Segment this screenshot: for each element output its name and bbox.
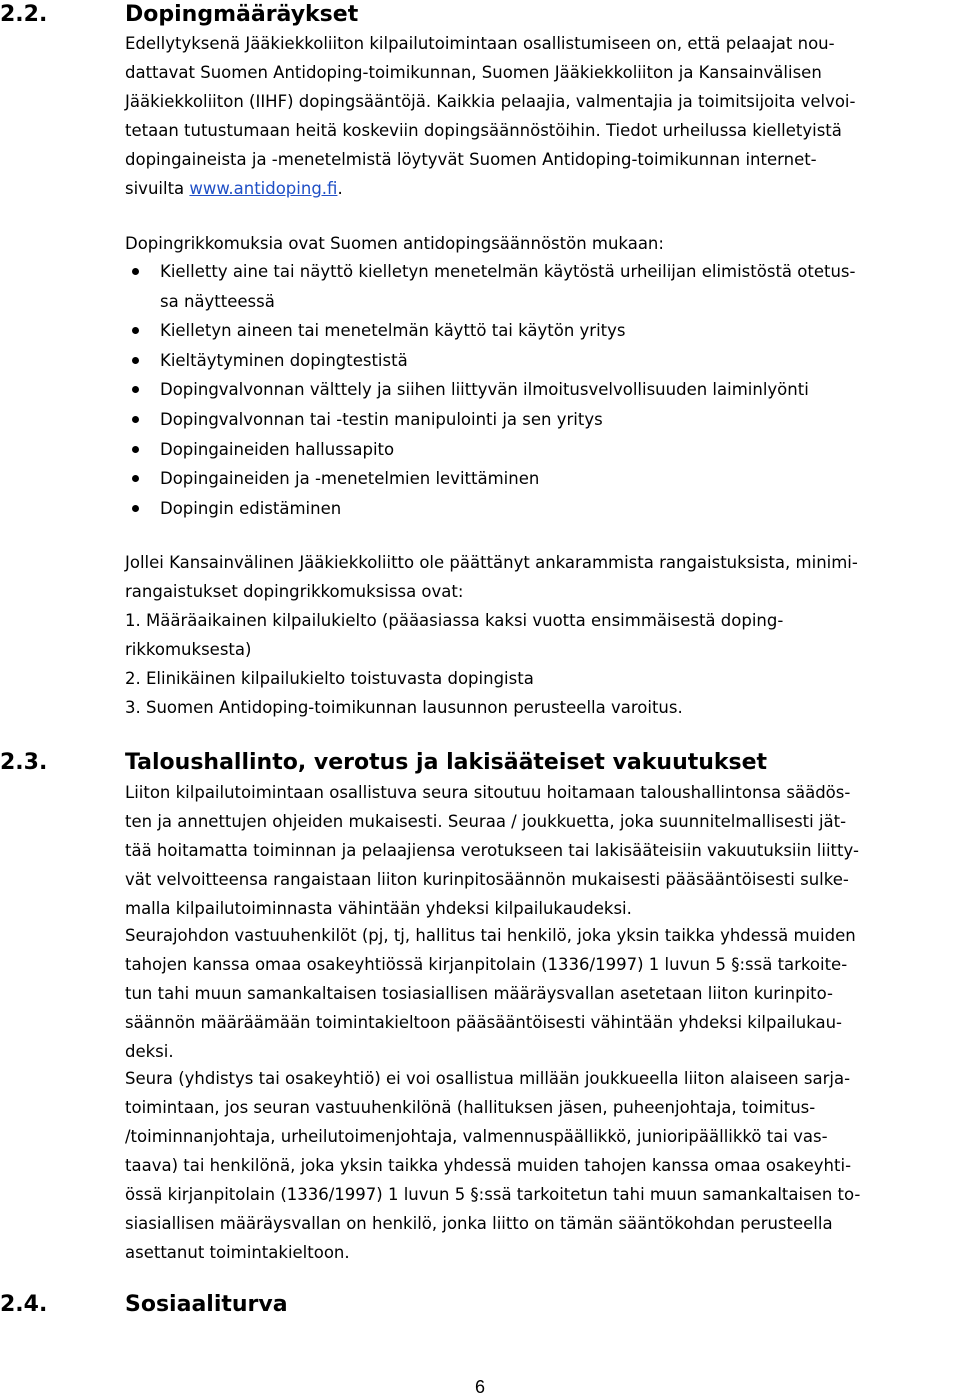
text-line: [125, 87, 955, 116]
text-line: [125, 174, 955, 203]
section-title: Sosiaaliturva: [125, 1292, 288, 1317]
text-line: malla kilpailutoiminnasta vähintään yhdeksi kilpailukaudeksi.: [125, 899, 632, 918]
text-line: Seura (yhdistys tai osakeyhtiö) ei voi osallistua millään joukkueella liiton alaiseen sarja-: [125, 1069, 851, 1088]
text-line: Jollei Kansainvälinen Jääkiekkoliitto ole päättänyt ankarammista rangaistuksista, minimi-: [125, 553, 858, 572]
text-line: siasiallisen määräysvallan on henkilö, jonka liitto on tämän sääntökohdan perusteella: [125, 1214, 833, 1233]
section-heading-2-3: [0, 748, 767, 778]
section-number: 2.4.: [0, 1292, 48, 1317]
section-number: 2.2.: [0, 2, 48, 27]
text-line: Seurajohdon vastuuhenkilöt (pj, tj, hallitus tai henkilö, joka yksin taikka yhdessä muiden: [125, 926, 856, 945]
section-heading-2-2: [0, 0, 358, 30]
text-line: asettanut toimintakieltoon.: [125, 1243, 350, 1262]
list-item: [125, 346, 955, 376]
list-item-line: Dopingaineiden hallussapito: [160, 439, 395, 459]
list-item: [125, 435, 955, 465]
text-line: dopingaineista ja -menetelmistä löytyvät Suomen Antidoping-toimikunnan internet-: [125, 150, 817, 169]
list-item-line: Dopingvalvonnan välttely ja siihen liittyvän ilmoitusvelvollisuuden laiminlyönti: [160, 380, 809, 400]
list-item-line: Kielletyn aineen tai menetelmän käyttö tai käytön yritys: [160, 321, 626, 341]
text-line-part: sivuilta: [125, 179, 190, 198]
list-item: [125, 257, 955, 316]
doping-rules-paragraph: [125, 29, 955, 203]
text-line: taava) tai henkilönä, joka yksin taikka yhdessä muiden tahojen kanssa omaa osakeyhti-: [125, 1156, 852, 1175]
text-line-part: tetaan tutustumaan heitä koskeviin dopingsäännöstöihin.: [125, 121, 601, 140]
text-line: 1. Määräaikainen kilpailukielto (pääasiassa kaksi vuotta ensimmäisestä doping-: [125, 611, 784, 630]
section-heading-2-4: [0, 1290, 288, 1320]
list-item-line: sa näytteessä: [160, 291, 275, 311]
text-line: säännön määräämään toimintakieltoon pääsääntöisesti vähintään yhdeksi kilpailukau-: [125, 1013, 842, 1032]
text-line-part: Tiedot urheilussa kielletyistä: [600, 121, 842, 140]
text-line: Edellytyksenä Jääkiekkoliiton kilpailutoimintaan osallistumiseen on, että pelaajat nou-: [125, 34, 835, 53]
text-line: /toiminnanjohtaja, urheilutoimenjohtaja, valmennuspäällikkö, junioripäällikkö tai vas-: [125, 1127, 828, 1146]
text-line: 2. Elinikäinen kilpailukielto toistuvasta dopingista: [125, 669, 534, 688]
text-line: össä kirjanpitolain (1336/1997) 1 luvun 5 §:ssä tarkoitetun tahi muun samankaltaisen to-: [125, 1185, 861, 1204]
text-line-part: Kaikkia pelaajia, valmentajia ja toimitsijoita velvoi-: [431, 92, 856, 111]
violations-list: [125, 257, 955, 523]
list-item-line: Kielletty aine tai näyttö kielletyn menetelmän käytöstä urheilijan elimistöstä otetus-: [160, 262, 856, 281]
text-line: [125, 116, 955, 145]
text-line: ten ja annettujen ohjeiden mukaisesti. Seuraa / joukkuetta, joka suunnitelmallisesti jät-: [125, 812, 847, 831]
text-line: tää hoitamatta toiminnan ja pelaajiensa verotukseen tai lakisääteisiin vakuutuksiin liitty-: [125, 841, 859, 860]
text-line: rangaistukset dopingrikkomuksissa ovat:: [125, 582, 464, 601]
finance-paragraph-1: [125, 778, 955, 923]
list-item: [125, 375, 955, 405]
list-item: [125, 464, 955, 494]
list-item: [125, 405, 955, 435]
text-line: vät velvoitteensa rangaistaan liiton kurinpitosäännön mukaisesti pääsääntöisesti sulke-: [125, 870, 849, 889]
text-line: Dopingrikkomuksia ovat Suomen antidopingsäännöstön mukaan:: [125, 234, 664, 253]
page-number: 6: [474, 1377, 485, 1397]
text-line: dattavat Suomen Antidoping-toimikunnan, Suomen Jääkiekkoliiton ja Kansainvälisen: [125, 63, 822, 82]
finance-paragraph-2: [125, 921, 955, 1066]
text-line: tahojen kanssa omaa osakeyhtiössä kirjanpitolain (1336/1997) 1 luvun 5 §:ssä tarkoite-: [125, 955, 848, 974]
text-line: rikkomuksesta): [125, 640, 252, 659]
text-line: deksi.: [125, 1042, 174, 1061]
text-line: Liiton kilpailutoimintaan osallistuva seura sitoutuu hoitamaan taloushallintonsa säädös-: [125, 783, 851, 802]
violations-intro: [125, 229, 955, 258]
section-number: 2.3.: [0, 750, 48, 775]
list-item-line: Dopingaineiden ja -menetelmien levittäminen: [160, 469, 540, 489]
list-item-line: Dopingin edistäminen: [160, 498, 342, 518]
list-item-line: Dopingvalvonnan tai -testin manipulointi ja sen yritys: [160, 409, 603, 429]
finance-paragraph-3: [125, 1064, 955, 1267]
penalties-paragraph: [125, 548, 955, 722]
section-title: Dopingmääräykset: [125, 2, 359, 27]
antidoping-link[interactable]: www.antidoping.fi: [189, 179, 338, 198]
text-line-part: Jääkiekkoliiton (IIHF) dopingsääntöjä.: [125, 92, 432, 111]
text-line: toimintaan, jos seuran vastuuhenkilönä (hallituksen jäsen, puheenjohtaja, toimitus-: [125, 1098, 816, 1117]
list-item-line: Kieltäytyminen dopingtestistä: [160, 350, 408, 370]
text-line: 3. Suomen Antidoping-toimikunnan lausunnon perusteella varoitus.: [125, 698, 683, 717]
link-trailing-period: .: [337, 179, 343, 198]
text-line: tun tahi muun samankaltaisen tosiasiallisen määräysvallan asetetaan liiton kurinpito-: [125, 984, 833, 1003]
list-item: [125, 494, 955, 524]
section-title: Taloushallinto, verotus ja lakisääteiset vakuutukset: [125, 750, 768, 775]
list-item: [125, 316, 955, 346]
